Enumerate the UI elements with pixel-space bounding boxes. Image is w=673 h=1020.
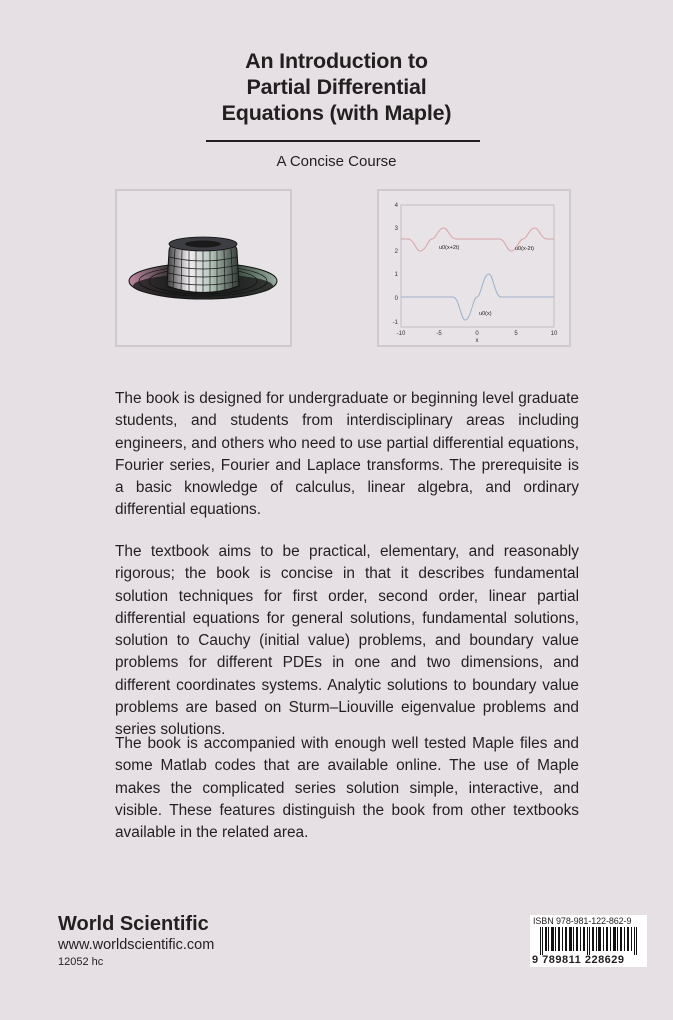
x-tick-0: 0 [475, 331, 479, 337]
paragraph-text: The textbook aims to be practical, elementary, and reasonably rigorous; the book is concise in that it describes fundamental solution techniques for first order, second order, linear partial differential equations for general solutions, fundamental solutions, solution to Cauchy (initial value) problems, and boundary value problems for different PDEs in one and two dimensions, and different coordinates systems. Analytic solutions to boundary value problems are based on Sturm–Liouville eigenvalue problems and series solutions. [115, 543, 579, 739]
y-tick-neg1: -1 [392, 320, 398, 326]
ean-number: 9 789811 228629 [532, 954, 625, 966]
y-tick-0: 0 [394, 296, 398, 302]
y-tick-2: 2 [394, 249, 398, 255]
paragraph-text: The book is accompanied with enough well tested Maple files and some Matlab codes that are available online. The use of Maple makes the complicated series solution simple, interactive, and visible. These features distinguish the book from other textbooks available in the related area. [115, 735, 579, 842]
wave-plot-figure [377, 189, 571, 347]
title-line-1: An Introduction to [245, 49, 428, 73]
label-u0-x-plus-2t: u0(x+2t) [439, 245, 460, 251]
barcode-bars-icon [540, 927, 640, 955]
hat-surface-image [117, 191, 290, 345]
x-tick-neg10: -10 [396, 331, 406, 337]
book-title [0, 48, 673, 126]
label-u0-x: u0(x) [479, 311, 492, 317]
title-line-3: Equations (with Maple) [221, 101, 452, 125]
publisher-url[interactable]: www.worldscientific.com [58, 937, 215, 953]
isbn-label: ISBN 978-981-122-862-9 [533, 916, 632, 926]
hat-surface-figure [115, 189, 292, 347]
title-line-2: Partial Differential [246, 75, 427, 99]
book-subtitle: A Concise Course [276, 153, 397, 170]
y-tick-1: 1 [394, 272, 398, 278]
publisher-name: World Scientific [58, 913, 209, 935]
x-tick-neg5: -5 [436, 331, 442, 337]
wave-plot-chart [379, 191, 569, 345]
publisher-block [58, 912, 214, 969]
isbn-barcode [530, 915, 647, 967]
x-tick-10: 10 [550, 331, 558, 337]
publisher-code: 12052 hc [58, 956, 104, 968]
description-paragraph-3 [115, 733, 579, 844]
paragraph-text: The book is designed for undergraduate or beginning level graduate students, and students from interdisciplinary areas including engineers, and others who need to use partial differential equations, Fourier series, Fourier and Laplace transforms. The prerequisite is a basic knowledge of calculus, linear algebra, and ordinary differential equations. [115, 390, 579, 519]
y-tick-3: 3 [394, 226, 398, 232]
description-paragraph-2 [115, 541, 579, 742]
title-divider [206, 140, 480, 142]
description-paragraph-1 [115, 388, 579, 522]
y-tick-4: 4 [394, 203, 398, 209]
x-tick-5: 5 [514, 331, 518, 337]
label-u0-x-minus-2t: u0(x-2t) [515, 246, 534, 252]
x-axis-label: x [475, 338, 479, 344]
